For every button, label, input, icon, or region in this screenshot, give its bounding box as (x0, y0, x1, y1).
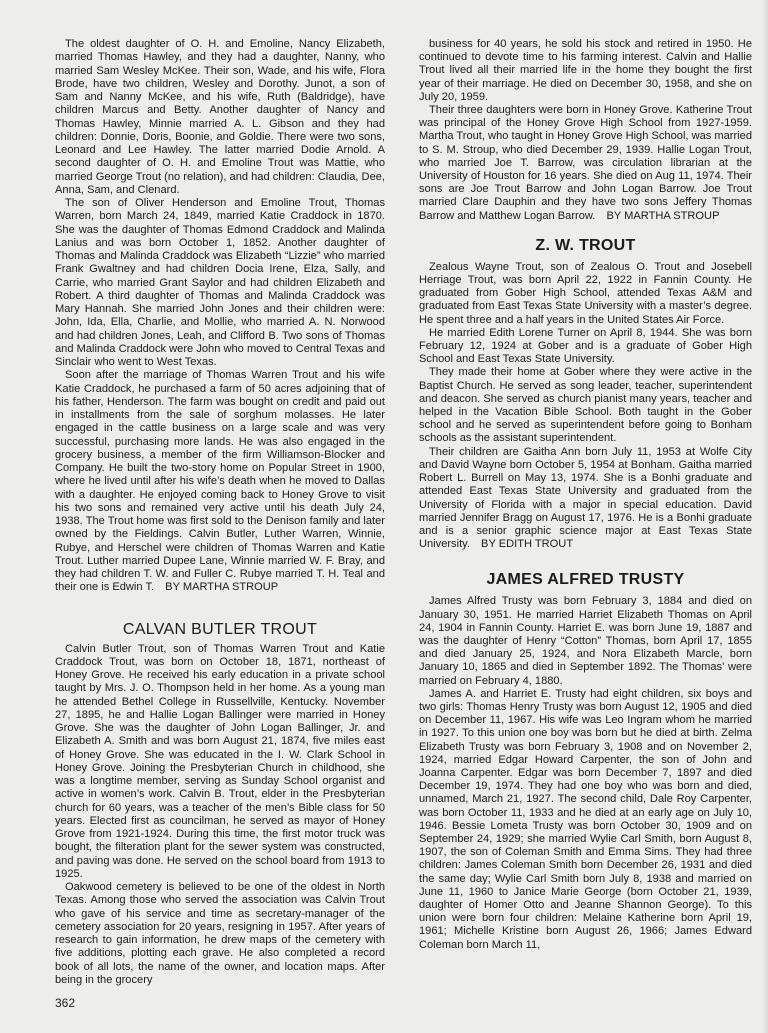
left-column (55, 38, 385, 987)
paragraph-calvin-biography: Calvin Butler Trout, son of Thomas Warren Trout and Katie Craddock Trout, was born on October 18, 1871, northeast of Honey Grove. He received his early education in a private school taught by Mrs. J. O. Thompson held in her home. As a young man he attended Bethel College in Russellville, Kentucky. November 27, 1895, he and Hallie Logan Ballinger were married in Honey Grove. She was the daughter of John Logan Ballinger, Jr. and Elizabeth A. Smith and was born August 21, 1874, five miles east of Honey Grove. She was educated in the I. W. Clark School in Honey Grove. Joining the Presbyterian Church in childhood, she was a longtime member, serving as Sunday School organist and active in women’s work. Calvin B. Trout, elder in the Presbyterian church for 60 years, was a teacher of the men’s Bible class for 50 years. Elected first as councilman, he served as mayor of Honey Grove from 1921-1924. During this time, the first motor truck was bought, the filteration plant for the sewer system was constructed, and paving was done. He served on the school board from 1913 to 1925. (55, 642, 385, 880)
heading-calvan-butler-trout: CALVAN BUTLER TROUT (122, 620, 318, 638)
paragraph-oakwood-cemetery: Oakwood cemetery is believed to be one of the oldest in North Texas. Among those who served the association was Calvin Trout who gave of his service and time as secretary-manager of the cemetery association for 20 years, resigning in 1957. After years of research to gain information, he drew maps of the cemetery with five additions, plotting each grave. He also completed a record book of all lots, the name of the owner, and location maps. After being in the grocery (55, 881, 385, 986)
paragraph-james-trusty-birth: James Alfred Trusty was born February 3, 1884 and died on January 30, 1951. He married Harriet Elizabeth Thomas on April 24, 1904 in Fannin County. Harriet E. was born June 19, 1887 and was the daughter of Henry “Cotton” Thomas, born April 17, 1855 and died January 25, 1924, and Nora Elizabeth Marcle, born January 10, 1865 and died in September 1892. The Thomas’ were married on February 4, 1880. (419, 595, 752, 687)
paragraph-trusty-children: James A. and Harriet E. Trusty had eight children, six boys and two girls: Thomas Henry Trusty was born August 12, 1905 and died on December 11, 1967. His wife was Leo Ingram whom he married in 1927. To this union one boy was born but he died at birth. Zelma Elizabeth Trusty was born February 3, 1908 and on November 2, 1924, married Edgar Howard Carpenter, the son of John and Joanna Carpenter. Edgar was born December 7, 1897 and died December 19, 1974. They had one boy who was born and died, unnamed, March 21, 1927. The second child, Dale Roy Carpenter, was born October 11, 1933 and he died at an early age on July 10, 1946. Bessie Lometa Trusty was born October 30, 1909 and on September 24, 1929; she married Wylie Carl Smith, born August 8, 1907, the son of Coleman Smith and Emma Sims. They had three children: James Coleman Smith born December 26, 1931 and died the same day; Wylie Carl Smith born July 8, 1938 and married on June 11, 1960 to Janice Marie George (born October 21, 1939, daughter of Homer Otto and Jeanne Shannon George). To this union were born four children: Melaine Katherine born April 19, 1961; Michelle Kristine born August 26, 1966; James Edward Coleman born March 11, (419, 687, 752, 951)
right-column (419, 38, 752, 952)
paragraph-zealous-birth: Zealous Wayne Trout, son of Zealous O. Trout and Josebell Herriage Trout, was born April 22, 1922 in Fannin County. He graduated from Gober High School, attended Texas A&M and graduated from East Texas State University with a master’s degree. He spent three and a half years in the United States Air Force. (419, 260, 752, 326)
page-edge-shadow (762, 0, 768, 1033)
paragraph-hawley-family: The oldest daughter of O. H. and Emoline, Nancy Elizabeth, married Thomas Hawley, and they had a daughter, Nanny, who married Sam Wesley McKee. Their son, Wade, and his wife, Flora Brode, have two children, Wesley and Dorothy. Junot, a son of Sam and Nanny McKee, and his wife, Ruth (Baldridge), have children Marcus and Betty. Another daughter of Nancy and Thomas Hawley, Minnie married A. L. Gibson and they had children: Donnie, Doris, Boonie, and Goldie. There were two sons, Leonard and Lee Hawley. The latter married Dodie Arnold. A second daughter of O. H. and Emoline Trout was Mattie, who married George Trout (no relation), and had children: Claudia, Dee, Anna, Sam, and Clenard. (55, 38, 385, 196)
heading-zw-trout: Z. W. TROUT (535, 236, 636, 254)
paragraph-thomas-warren-marriage: The son of Oliver Henderson and Emoline Trout, Thomas Warren, born March 24, 1849, married Katie Craddock in 1870. She was the daughter of Thomas Edmond Craddock and Malinda Lanius and was born October 1, 1852. Another daughter of Thomas and Malinda Craddock was Elizabeth “Lizzie” who married Frank Gwaltney and had children Docia Irene, Elza, Sally, and Carrie, who married Grant Saylor and had children Elizabeth and Robert. A third daughter of Thomas and Malinda Craddock was Mary Hannah. She married John Jones and their children were: John, Ida, Ella, Charlie, and Mollie, who married A. N. Norwood and had children Jones, Leah, and Clifford B. Two sons of Thomas and Malinda Craddock were John who moved to Central Texas and Sinclair who went to West Texas. (55, 197, 385, 368)
paragraph-thomas-warren-farm: Soon after the marriage of Thomas Warren Trout and his wife Katie Craddock, he purchased a farm of 50 acres adjoining that of his father, Henderson. The farm was bought on credit and paid out in installments from the sale of sorghum molasses. He later engaged in the cattle business on a large scale and was very successful, purchasing more lands. He was also engaged in the grocery business, a member of the firm Williamson-Blocker and Company. He built the two-story home on Popular Street in 1900, where he lived until after his wife’s death when he moved to Dallas with a daughter. He enjoyed coming back to Honey Grove to visit his two sons and remained very active until his death July 24, 1938. The Trout home was first sold to the Denison family and later owned by the Fieldings. Calvin Butler, Luther Warren, Winnie, Rubye, and Herschel were children of Thomas Warren and Katie Trout. Luther married Dupee Lane, Winnie married W. F. Bray, and they had children T. W. and Fuller C. Rubye married T. H. Teal and their one is Edwin T. BY MARTHA STROUP (55, 369, 385, 594)
paragraph-edith-marriage: He married Edith Lorene Turner on April 8, 1944. She was born February 12, 1924 at Gober and is a graduate of Gober High School and East Texas State University. (419, 326, 752, 366)
paragraph-trout-daughters: Their three daughters were born in Honey Grove. Katherine Trout was principal of the Honey Grove High School from 1927-1959. Martha Trout, who taught in Honey Grove High School, was married to S. M. Stroup, who died December 29, 1939. Hallie Logan Trout, who married Joe T. Barrow, was circulation librarian at the University of Houston for 16 years. She died on Aug 11, 1974. Their sons are Joe Trout Barrow and John Logan Barrow. Joe Trout married Clare Dauphin and they have two sons Jeffery Thomas Barrow and Matthew Logan Barrow. BY MARTHA STROUP (419, 104, 752, 222)
page-number: 362 (55, 996, 76, 1010)
paragraph-gober-home: They made their home at Gober where they were active in the Baptist Church. He served as song leader, teacher, superintendent and deacon. She served as church pianist many years, teacher and helped in the Vacation Bible School. Both taught in the Gober school and he served as superintendent before going to Bonham schools as the assistant superintendent. (419, 366, 752, 445)
paragraph-calvin-retirement: business for 40 years, he sold his stock and retired in 1950. He continued to devote time to his farming interest. Calvin and Hallie Trout lived all their married life in the home they bought the first year of their marriage. He died on December 30, 1958, and she on July 20, 1959. (419, 38, 752, 103)
heading-james-alfred-trusty: JAMES ALFRED TRUSTY (486, 571, 685, 589)
paragraph-zw-children: Their children are Gaitha Ann born July 11, 1953 at Wolfe City and David Wayne born October 5, 1954 at Bonham. Gaitha married Robert L. Burrell on May 13, 1974. She is a Bonhi graduate and attended East Texas State University and graduated from the University of Florida with a major in special education. David married Jennifer Bragg on August 17, 1976. He is a Bonhi graduate and is a senior graphic science major at East Texas State University. BY EDITH TROUT (419, 445, 752, 551)
